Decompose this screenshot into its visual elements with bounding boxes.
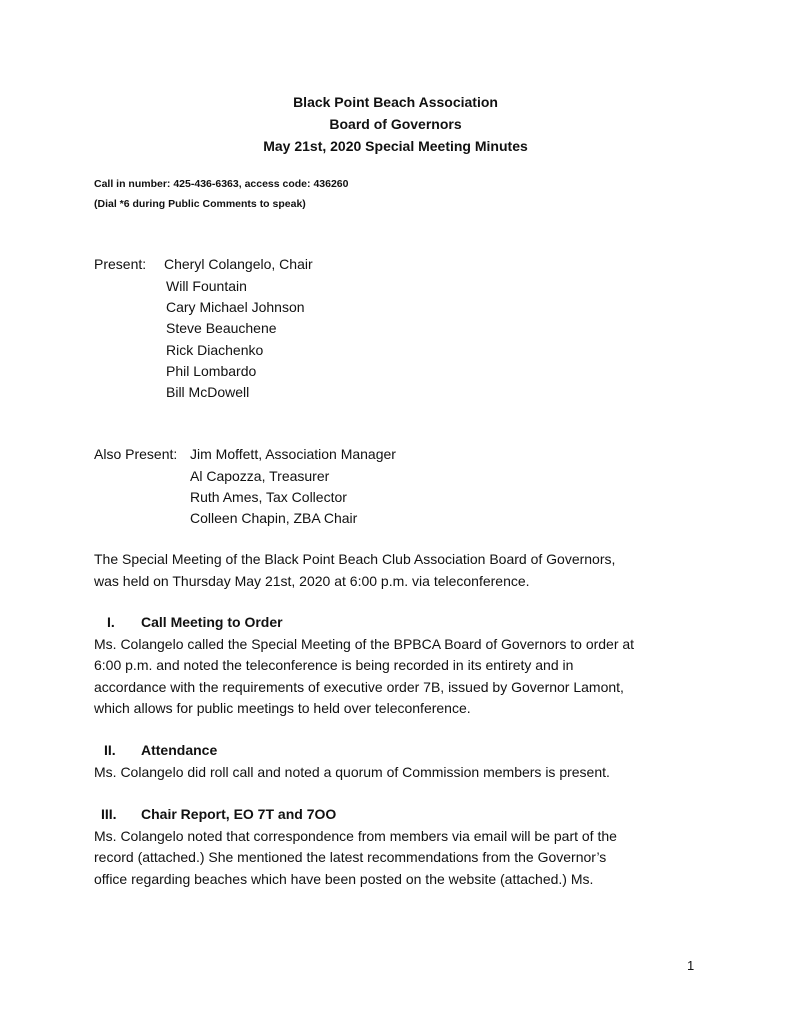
section-numeral: I. — [107, 614, 115, 630]
section-text-line: Ms. Colangelo called the Special Meeting of the BPBCA Board of Governors to order at — [94, 636, 635, 652]
section-text-line: record (attached.) She mentioned the latest recommendations from the Governor’s — [94, 849, 607, 865]
intro-line: was held on Thursday May 21st, 2020 at 6:00 p.m. via teleconference. — [94, 573, 530, 589]
section-text-line: 6:00 p.m. and noted the teleconference is being recorded in its entirety and in — [94, 657, 574, 673]
intro-line: The Special Meeting of the Black Point Beach Club Association Board of Governors, — [94, 551, 616, 567]
section-numeral: II. — [104, 742, 116, 758]
section-text-line: Ms. Colangelo noted that correspondence from members via email will be part of the — [94, 828, 617, 844]
dial-instructions: (Dial *6 during Public Comments to speak) — [94, 198, 306, 210]
org-title: Black Point Beach Association — [293, 94, 498, 110]
section-heading: Chair Report, EO 7T and 7OO — [141, 806, 337, 822]
present-member: Will Fountain — [166, 278, 247, 294]
section-heading: Call Meeting to Order — [141, 614, 283, 630]
also-present-manager: Jim Moffett, Association Manager — [190, 446, 396, 462]
section-heading: Attendance — [141, 742, 218, 758]
section-numeral: III. — [101, 806, 117, 822]
present-member: Rick Diachenko — [166, 342, 264, 358]
section-text-line: which allows for public meetings to held over teleconference. — [94, 700, 471, 716]
section-text-line: office regarding beaches which have been posted on the website (attached.) Ms. — [94, 871, 594, 887]
meeting-title: May 21st, 2020 Special Meeting Minutes — [263, 138, 528, 154]
present-label: Present: — [94, 256, 147, 272]
present-member: Bill McDowell — [166, 384, 250, 400]
page-number: 1 — [687, 958, 695, 973]
call-in-number: Call in number: 425-436-6363, access code: 436260 — [94, 178, 349, 190]
present-member: Phil Lombardo — [166, 363, 257, 379]
also-present-member: Ruth Ames, Tax Collector — [190, 489, 347, 505]
also-present-member: Al Capozza, Treasurer — [190, 468, 330, 484]
also-present-label: Also Present: — [94, 446, 178, 462]
present-chair: Cheryl Colangelo, Chair — [164, 256, 313, 272]
section-text-line: accordance with the requirements of executive order 7B, issued by Governor Lamont, — [94, 679, 624, 695]
board-title: Board of Governors — [329, 116, 462, 132]
present-member: Cary Michael Johnson — [166, 299, 305, 315]
also-present-member: Colleen Chapin, ZBA Chair — [190, 510, 358, 526]
section-text-line: Ms. Colangelo did roll call and noted a quorum of Commission members is present. — [94, 764, 610, 780]
present-member: Steve Beauchene — [166, 320, 277, 336]
